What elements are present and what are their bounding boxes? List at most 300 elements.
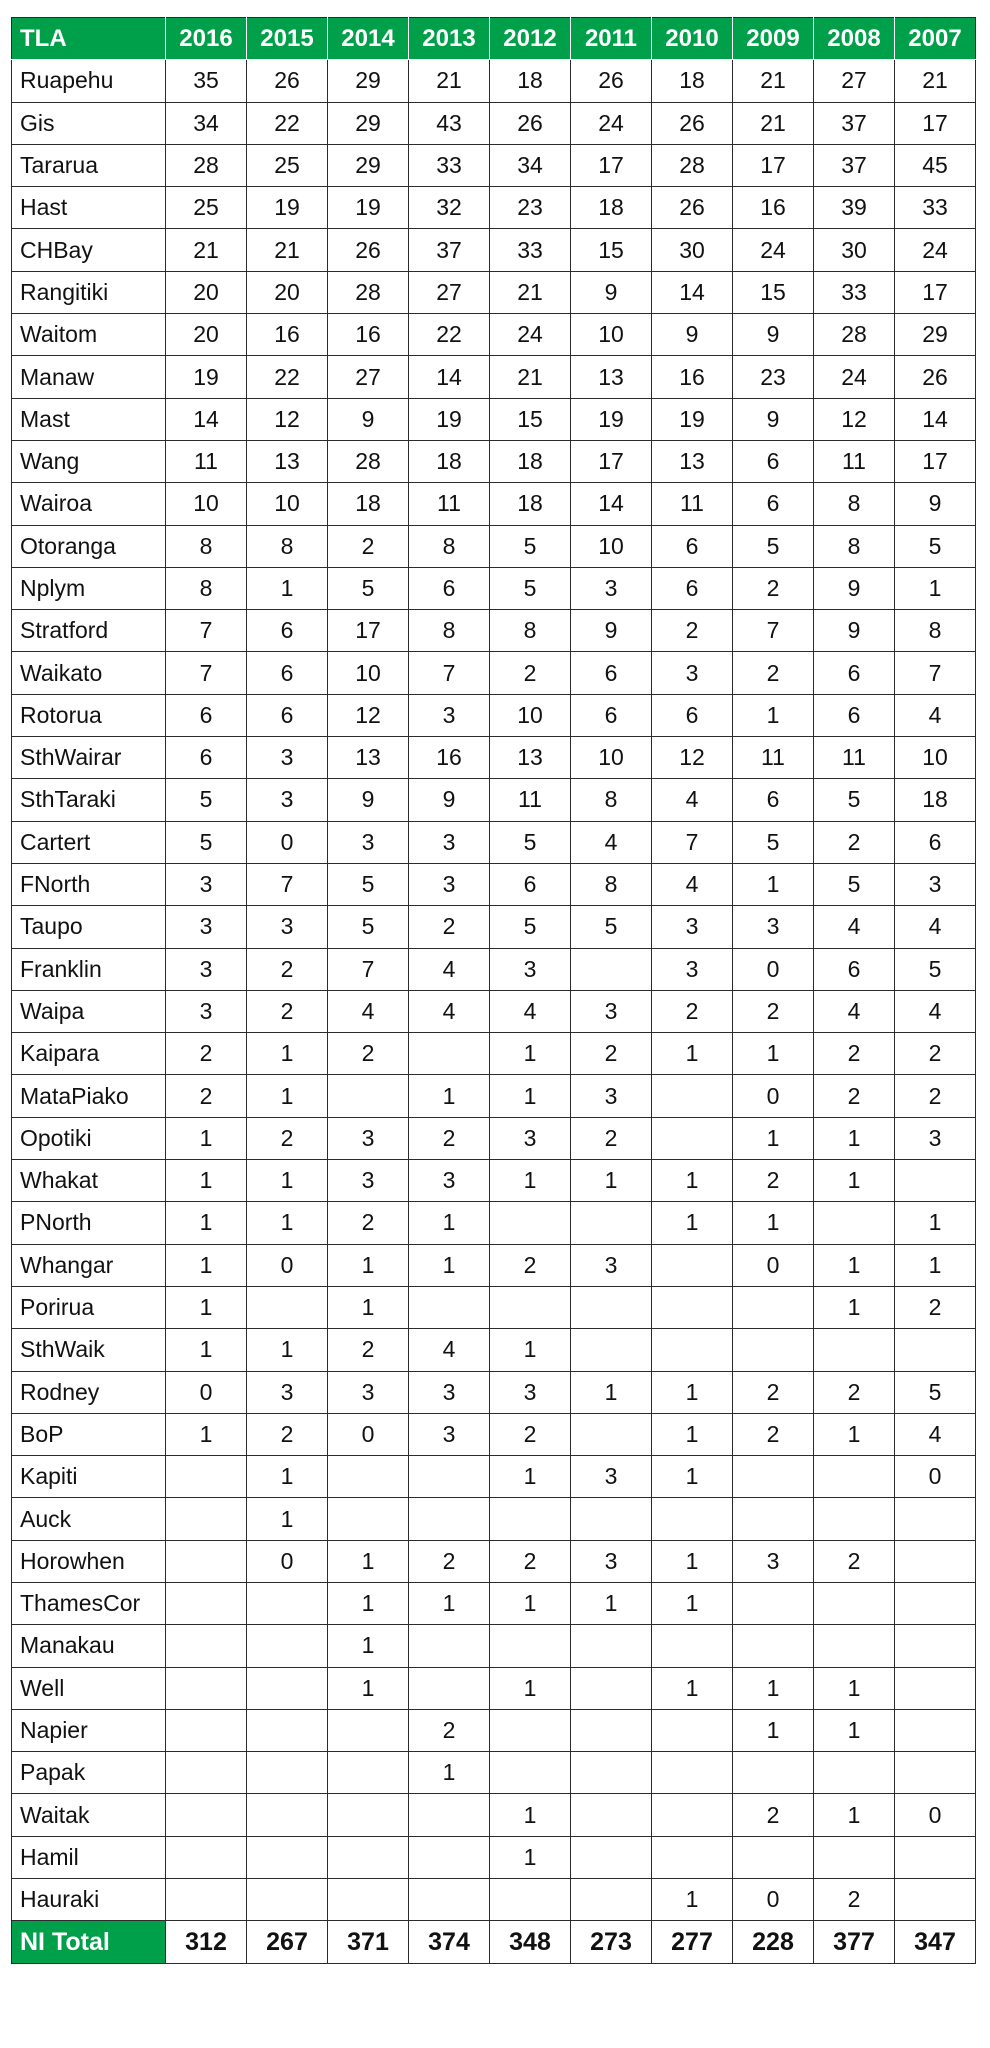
- value-cell: 18: [571, 187, 652, 229]
- value-cell: [571, 1794, 652, 1836]
- value-cell: 9: [895, 483, 976, 525]
- value-cell: 6: [733, 440, 814, 482]
- table-row: [12, 1879, 976, 1921]
- value-cell: 2: [733, 1413, 814, 1455]
- value-cell: 1: [166, 1202, 247, 1244]
- table-row: [12, 1456, 976, 1498]
- value-cell: 17: [733, 144, 814, 186]
- value-cell: 6: [652, 567, 733, 609]
- total-cell: 273: [571, 1921, 652, 1963]
- table-row: [12, 1117, 976, 1159]
- tla-name-cell: Whakat: [12, 1160, 166, 1202]
- value-cell: 3: [328, 1160, 409, 1202]
- value-cell: 33: [895, 187, 976, 229]
- table-row: [12, 652, 976, 694]
- value-cell: [166, 1836, 247, 1878]
- value-cell: 0: [733, 1075, 814, 1117]
- value-cell: 29: [328, 102, 409, 144]
- value-cell: 3: [652, 948, 733, 990]
- header-year: 2015: [247, 18, 328, 60]
- value-cell: 9: [733, 314, 814, 356]
- value-cell: 2: [247, 948, 328, 990]
- value-cell: 9: [328, 398, 409, 440]
- total-cell: 377: [814, 1921, 895, 1963]
- value-cell: 7: [328, 948, 409, 990]
- table-footer: [12, 1921, 976, 1963]
- value-cell: [490, 1202, 571, 1244]
- tla-name-cell: Wang: [12, 440, 166, 482]
- value-cell: 3: [652, 652, 733, 694]
- value-cell: 1: [814, 1709, 895, 1751]
- value-cell: 29: [328, 144, 409, 186]
- value-cell: 13: [652, 440, 733, 482]
- value-cell: [166, 1582, 247, 1624]
- value-cell: 28: [652, 144, 733, 186]
- value-cell: 2: [895, 1286, 976, 1328]
- value-cell: 3: [571, 1244, 652, 1286]
- value-cell: 9: [409, 779, 490, 821]
- value-cell: 1: [490, 1456, 571, 1498]
- tla-name-cell: Stratford: [12, 610, 166, 652]
- value-cell: 1: [166, 1160, 247, 1202]
- tla-name-cell: Waipa: [12, 990, 166, 1032]
- value-cell: 10: [328, 652, 409, 694]
- value-cell: 29: [328, 60, 409, 102]
- value-cell: 8: [895, 610, 976, 652]
- value-cell: 24: [490, 314, 571, 356]
- value-cell: 33: [814, 271, 895, 313]
- header-year: 2008: [814, 18, 895, 60]
- value-cell: 19: [571, 398, 652, 440]
- value-cell: 8: [409, 610, 490, 652]
- value-cell: 2: [652, 990, 733, 1032]
- value-cell: 2: [490, 652, 571, 694]
- value-cell: [571, 1752, 652, 1794]
- value-cell: 5: [328, 906, 409, 948]
- value-cell: 3: [490, 1371, 571, 1413]
- value-cell: 3: [247, 779, 328, 821]
- value-cell: 7: [247, 863, 328, 905]
- value-cell: 1: [490, 1075, 571, 1117]
- table-row: [12, 1202, 976, 1244]
- table-row: [12, 398, 976, 440]
- value-cell: [409, 1794, 490, 1836]
- value-cell: 5: [895, 525, 976, 567]
- tla-name-cell: Porirua: [12, 1286, 166, 1328]
- value-cell: 1: [490, 1033, 571, 1075]
- value-cell: 24: [571, 102, 652, 144]
- value-cell: [571, 1498, 652, 1540]
- value-cell: 9: [733, 398, 814, 440]
- value-cell: [328, 1752, 409, 1794]
- tla-name-cell: Papak: [12, 1752, 166, 1794]
- value-cell: 9: [571, 271, 652, 313]
- value-cell: [733, 1498, 814, 1540]
- table-row: [12, 567, 976, 609]
- value-cell: 8: [490, 610, 571, 652]
- value-cell: 12: [652, 737, 733, 779]
- value-cell: [652, 1794, 733, 1836]
- value-cell: 7: [166, 652, 247, 694]
- value-cell: 5: [895, 1371, 976, 1413]
- total-cell: 374: [409, 1921, 490, 1963]
- value-cell: 4: [571, 821, 652, 863]
- value-cell: [571, 1709, 652, 1751]
- value-cell: [409, 1625, 490, 1667]
- value-cell: [571, 1413, 652, 1455]
- value-cell: 12: [814, 398, 895, 440]
- table-row: [12, 1329, 976, 1371]
- value-cell: 1: [895, 1202, 976, 1244]
- header-year: 2012: [490, 18, 571, 60]
- value-cell: 3: [409, 694, 490, 736]
- value-cell: [490, 1709, 571, 1751]
- value-cell: 8: [814, 483, 895, 525]
- tla-name-cell: Gis: [12, 102, 166, 144]
- value-cell: 32: [409, 187, 490, 229]
- table-row: [12, 1286, 976, 1328]
- value-cell: 1: [652, 1540, 733, 1582]
- value-cell: 15: [733, 271, 814, 313]
- value-cell: 3: [571, 567, 652, 609]
- value-cell: 6: [814, 948, 895, 990]
- value-cell: 2: [409, 906, 490, 948]
- table-row: [12, 1498, 976, 1540]
- value-cell: 1: [247, 1033, 328, 1075]
- value-cell: 5: [490, 906, 571, 948]
- value-cell: 1: [652, 1667, 733, 1709]
- value-cell: 12: [328, 694, 409, 736]
- value-cell: 2: [166, 1075, 247, 1117]
- value-cell: 4: [328, 990, 409, 1032]
- value-cell: 3: [328, 1371, 409, 1413]
- value-cell: 39: [814, 187, 895, 229]
- value-cell: 29: [895, 314, 976, 356]
- table-row: [12, 1625, 976, 1667]
- value-cell: [571, 1879, 652, 1921]
- value-cell: 2: [814, 1540, 895, 1582]
- value-cell: [409, 1836, 490, 1878]
- value-cell: 3: [166, 863, 247, 905]
- value-cell: 14: [571, 483, 652, 525]
- value-cell: [247, 1794, 328, 1836]
- value-cell: 2: [409, 1540, 490, 1582]
- value-cell: [166, 1709, 247, 1751]
- value-cell: 1: [814, 1413, 895, 1455]
- value-cell: 4: [895, 1413, 976, 1455]
- value-cell: 13: [571, 356, 652, 398]
- value-cell: [733, 1625, 814, 1667]
- value-cell: 4: [814, 990, 895, 1032]
- value-cell: [652, 1286, 733, 1328]
- value-cell: 2: [247, 1117, 328, 1159]
- value-cell: 1: [652, 1456, 733, 1498]
- value-cell: 2: [895, 1033, 976, 1075]
- value-cell: 27: [328, 356, 409, 398]
- value-cell: 1: [490, 1794, 571, 1836]
- value-cell: 2: [733, 1371, 814, 1413]
- value-cell: 2: [733, 1160, 814, 1202]
- value-cell: 26: [652, 102, 733, 144]
- tla-name-cell: SthWaik: [12, 1329, 166, 1371]
- value-cell: 5: [571, 906, 652, 948]
- header-year: 2013: [409, 18, 490, 60]
- value-cell: 18: [895, 779, 976, 821]
- value-cell: [733, 1329, 814, 1371]
- value-cell: 4: [409, 990, 490, 1032]
- tla-name-cell: Napier: [12, 1709, 166, 1751]
- value-cell: 1: [247, 1498, 328, 1540]
- table-row: [12, 187, 976, 229]
- value-cell: 1: [814, 1160, 895, 1202]
- value-cell: 3: [166, 948, 247, 990]
- value-cell: 6: [571, 694, 652, 736]
- tla-name-cell: Kapiti: [12, 1456, 166, 1498]
- value-cell: 15: [571, 229, 652, 271]
- value-cell: 1: [409, 1752, 490, 1794]
- value-cell: 1: [490, 1836, 571, 1878]
- value-cell: 1: [652, 1371, 733, 1413]
- value-cell: [895, 1836, 976, 1878]
- total-cell: 228: [733, 1921, 814, 1963]
- value-cell: 43: [409, 102, 490, 144]
- value-cell: 1: [409, 1075, 490, 1117]
- value-cell: 1: [328, 1244, 409, 1286]
- value-cell: 5: [490, 525, 571, 567]
- value-cell: 18: [328, 483, 409, 525]
- tla-name-cell: Otoranga: [12, 525, 166, 567]
- value-cell: [409, 1456, 490, 1498]
- value-cell: 13: [247, 440, 328, 482]
- tla-name-cell: Waikato: [12, 652, 166, 694]
- value-cell: 4: [409, 1329, 490, 1371]
- table-row: [12, 1033, 976, 1075]
- value-cell: [895, 1625, 976, 1667]
- value-cell: 16: [652, 356, 733, 398]
- value-cell: 2: [247, 1413, 328, 1455]
- value-cell: 3: [733, 906, 814, 948]
- value-cell: 7: [733, 610, 814, 652]
- table-row: [12, 1075, 976, 1117]
- value-cell: 1: [166, 1413, 247, 1455]
- value-cell: 3: [490, 1117, 571, 1159]
- tla-name-cell: Well: [12, 1667, 166, 1709]
- value-cell: 3: [895, 863, 976, 905]
- value-cell: 6: [247, 694, 328, 736]
- value-cell: 7: [409, 652, 490, 694]
- table-row: [12, 1752, 976, 1794]
- value-cell: 6: [490, 863, 571, 905]
- value-cell: 5: [733, 525, 814, 567]
- value-cell: [652, 1498, 733, 1540]
- value-cell: 22: [247, 102, 328, 144]
- value-cell: 11: [490, 779, 571, 821]
- value-cell: [895, 1498, 976, 1540]
- table-row: [12, 144, 976, 186]
- value-cell: 45: [895, 144, 976, 186]
- table-row: [12, 1160, 976, 1202]
- value-cell: 9: [814, 567, 895, 609]
- tla-name-cell: Nplym: [12, 567, 166, 609]
- tla-name-cell: Opotiki: [12, 1117, 166, 1159]
- header-tla: TLA: [12, 18, 166, 60]
- value-cell: 3: [490, 948, 571, 990]
- table-row: [12, 1709, 976, 1751]
- value-cell: 24: [814, 356, 895, 398]
- value-cell: [328, 1879, 409, 1921]
- value-cell: 2: [328, 525, 409, 567]
- value-cell: 24: [733, 229, 814, 271]
- table-row: [12, 1540, 976, 1582]
- value-cell: 1: [328, 1540, 409, 1582]
- table-row: [12, 779, 976, 821]
- tla-name-cell: Horowhen: [12, 1540, 166, 1582]
- total-cell: 312: [166, 1921, 247, 1963]
- value-cell: 1: [733, 1033, 814, 1075]
- value-cell: 10: [166, 483, 247, 525]
- table-row: [12, 60, 976, 102]
- value-cell: 5: [490, 821, 571, 863]
- header-row: [12, 18, 976, 60]
- value-cell: 4: [895, 990, 976, 1032]
- value-cell: 2: [409, 1709, 490, 1751]
- tla-name-cell: Manaw: [12, 356, 166, 398]
- value-cell: 26: [328, 229, 409, 271]
- value-cell: 6: [814, 652, 895, 694]
- value-cell: 16: [247, 314, 328, 356]
- value-cell: 37: [814, 144, 895, 186]
- value-cell: [733, 1836, 814, 1878]
- value-cell: 1: [328, 1582, 409, 1624]
- value-cell: 33: [490, 229, 571, 271]
- value-cell: 3: [652, 906, 733, 948]
- value-cell: 11: [166, 440, 247, 482]
- value-cell: 1: [895, 1244, 976, 1286]
- value-cell: [571, 1329, 652, 1371]
- value-cell: [328, 1709, 409, 1751]
- tla-name-cell: Manakau: [12, 1625, 166, 1667]
- value-cell: 17: [895, 102, 976, 144]
- tla-name-cell: Rangitiki: [12, 271, 166, 313]
- value-cell: 1: [166, 1329, 247, 1371]
- tla-name-cell: CHBay: [12, 229, 166, 271]
- value-cell: 37: [409, 229, 490, 271]
- value-cell: [652, 1075, 733, 1117]
- value-cell: 37: [814, 102, 895, 144]
- value-cell: 18: [490, 483, 571, 525]
- value-cell: [166, 1752, 247, 1794]
- value-cell: 2: [814, 1033, 895, 1075]
- value-cell: 1: [895, 567, 976, 609]
- value-cell: 4: [490, 990, 571, 1032]
- table-row: [12, 863, 976, 905]
- value-cell: 10: [571, 314, 652, 356]
- value-cell: 1: [733, 1202, 814, 1244]
- value-cell: 0: [328, 1413, 409, 1455]
- value-cell: 11: [814, 440, 895, 482]
- value-cell: 5: [328, 567, 409, 609]
- value-cell: 26: [652, 187, 733, 229]
- value-cell: 14: [895, 398, 976, 440]
- value-cell: 3: [571, 1456, 652, 1498]
- value-cell: 3: [895, 1117, 976, 1159]
- value-cell: [328, 1836, 409, 1878]
- value-cell: 25: [247, 144, 328, 186]
- table-row: [12, 314, 976, 356]
- value-cell: [490, 1625, 571, 1667]
- table-row: [12, 990, 976, 1032]
- value-cell: 17: [895, 440, 976, 482]
- value-cell: 20: [166, 271, 247, 313]
- value-cell: 6: [247, 652, 328, 694]
- value-cell: [490, 1286, 571, 1328]
- value-cell: 26: [571, 60, 652, 102]
- value-cell: 22: [409, 314, 490, 356]
- tla-name-cell: Hauraki: [12, 1879, 166, 1921]
- value-cell: 26: [895, 356, 976, 398]
- value-cell: 10: [247, 483, 328, 525]
- value-cell: 2: [814, 1075, 895, 1117]
- total-label: NI Total: [12, 1921, 166, 1963]
- tla-name-cell: BoP: [12, 1413, 166, 1455]
- value-cell: 25: [166, 187, 247, 229]
- value-cell: 1: [652, 1413, 733, 1455]
- value-cell: [166, 1625, 247, 1667]
- total-row: [12, 1921, 976, 1963]
- value-cell: [166, 1540, 247, 1582]
- value-cell: [814, 1582, 895, 1624]
- value-cell: 5: [814, 863, 895, 905]
- value-cell: 8: [571, 779, 652, 821]
- value-cell: 1: [814, 1244, 895, 1286]
- value-cell: 17: [328, 610, 409, 652]
- value-cell: 13: [490, 737, 571, 779]
- value-cell: 1: [409, 1582, 490, 1624]
- value-cell: 1: [652, 1202, 733, 1244]
- table-row: [12, 1371, 976, 1413]
- value-cell: [895, 1160, 976, 1202]
- table-row: [12, 1582, 976, 1624]
- value-cell: [409, 1879, 490, 1921]
- tla-name-cell: Rotorua: [12, 694, 166, 736]
- value-cell: 18: [490, 60, 571, 102]
- value-cell: [328, 1498, 409, 1540]
- value-cell: 13: [328, 737, 409, 779]
- value-cell: 3: [409, 863, 490, 905]
- value-cell: 27: [814, 60, 895, 102]
- value-cell: 5: [328, 863, 409, 905]
- value-cell: [409, 1667, 490, 1709]
- value-cell: 1: [409, 1244, 490, 1286]
- value-cell: [571, 1202, 652, 1244]
- value-cell: 18: [490, 440, 571, 482]
- value-cell: 3: [328, 1117, 409, 1159]
- value-cell: [652, 1117, 733, 1159]
- value-cell: 2: [328, 1033, 409, 1075]
- value-cell: 2: [814, 821, 895, 863]
- value-cell: 5: [166, 779, 247, 821]
- value-cell: 2: [733, 567, 814, 609]
- value-cell: [652, 1244, 733, 1286]
- value-cell: 4: [652, 863, 733, 905]
- value-cell: 2: [490, 1244, 571, 1286]
- value-cell: 0: [733, 948, 814, 990]
- value-cell: 1: [328, 1667, 409, 1709]
- value-cell: 9: [328, 779, 409, 821]
- value-cell: 1: [490, 1667, 571, 1709]
- value-cell: [247, 1582, 328, 1624]
- value-cell: 2: [247, 990, 328, 1032]
